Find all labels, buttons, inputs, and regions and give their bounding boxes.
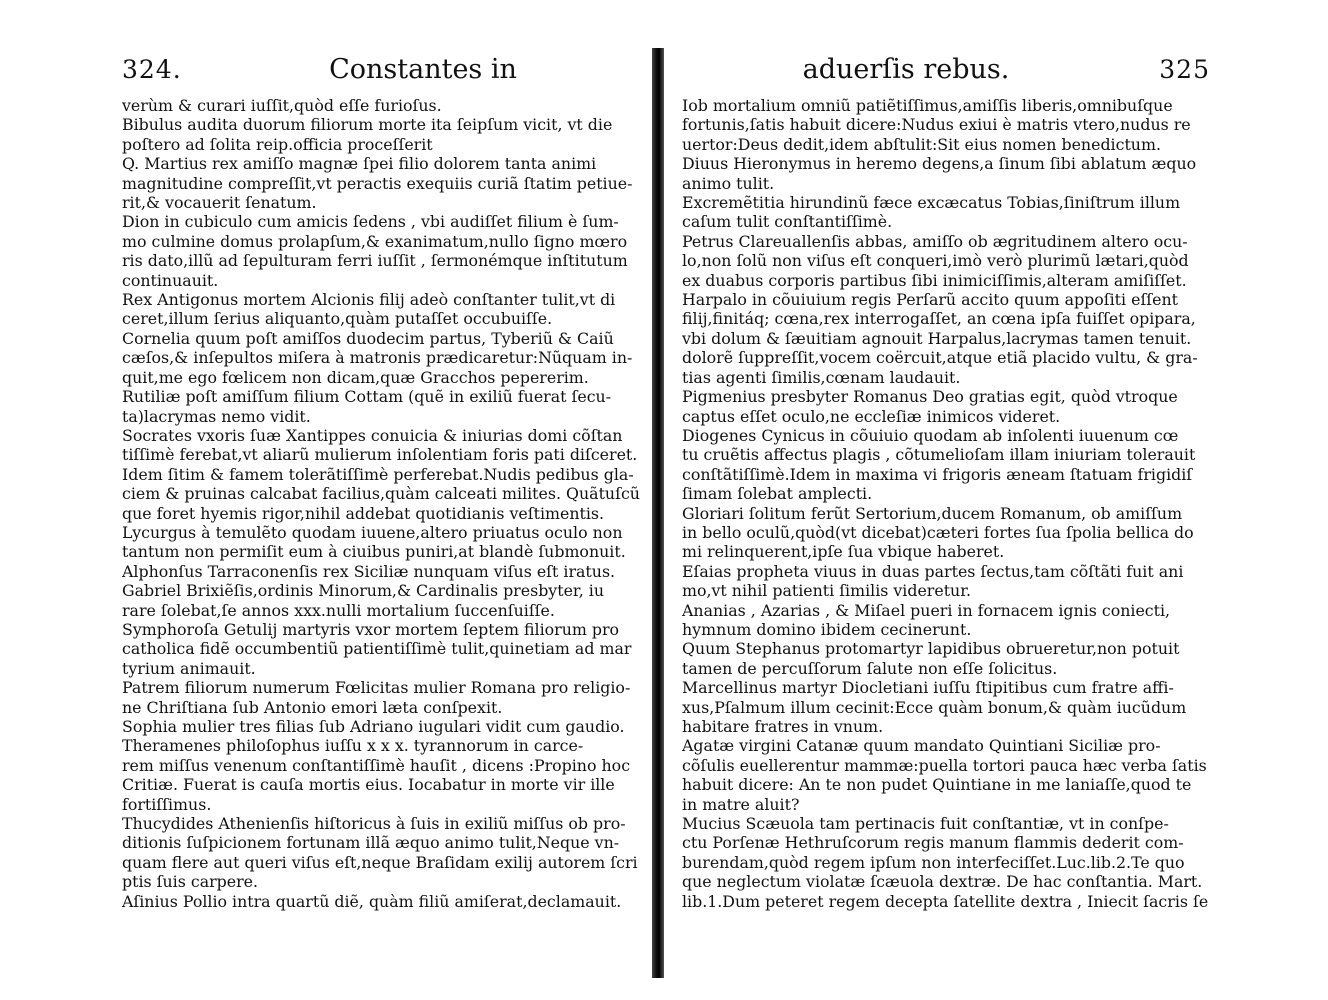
text-line: verùm & curari iuſſit,quòd eſſe furioſus. (122, 96, 442, 115)
text-line: ex duabus corporis partibus ſibi inimiciſſimis,alteram amiſiſſet. (682, 270, 1187, 290)
text-line: que foret hyemis rigor,nihil addebat quotidianis veſtimentis. (122, 503, 605, 523)
text-line: filij,finitáq; cœna,rex interrogaſſet, an cœna ipſa fuiſſet opipara, (682, 309, 1196, 329)
text-line: Dion in cubiculo cum amicis ſedens , vbi audiſſet filium è ſum- (122, 212, 619, 232)
text-line: continuauit. (122, 270, 219, 290)
text-line: conſtãtiſſimè.Idem in maxima vi frigoris æneam ſtatuam frigidiſ (682, 464, 1193, 484)
text-line: mo,vt nihil patienti ſimilis videretur. (682, 581, 972, 601)
left-page-header (122, 52, 644, 92)
text-line: ne Chriſtiana ſub Antonio emori læta conſpexit. (122, 697, 503, 717)
text-line: in matre aluit? (682, 794, 800, 814)
text-line: tu cruẽtis affectus plagis , cõtumelioſam illam iniuriam tolerauit (682, 445, 1196, 465)
text-line: habuit dicere: An te non pudet Quintiane in me laniaſſe,quod te (682, 775, 1192, 795)
running-title: Constantes in (329, 54, 517, 85)
text-line: animo tulit. (682, 173, 775, 193)
text-line: fortiſſimus. (122, 794, 212, 814)
text-line: Critiæ. Fuerat is cauſa mortis eius. Iocabatur in morte vir ille (122, 775, 615, 795)
text-line: rit,& vocauerit ſenatum. (122, 193, 317, 213)
text-line: tamen de percuſſorum ſalute non eſſe ſolicitus. (682, 658, 1058, 678)
text-line: quam flere aut queri viſus eſt,neque Braſidam exilij autorem ſcri (122, 852, 638, 872)
text-line: lib.1.Dum peteret regem decepta ſatellite dextra , Iniecit ſacris ſe (682, 891, 1209, 911)
text-line: Quum Stephanus protomartyr lapidibus obrueretur,non potuit (682, 639, 1180, 659)
text-line: Iob mortalium omniũ patiẽtiſſimus,amiſſis liberis,omnibuſque (682, 96, 1173, 115)
text-line: Thucydides Athenienſis hiſtoricus à ſuis in exiliũ miſſus ob pro- (122, 814, 626, 834)
text-line: dolorẽ ſuppreſſit,vocem coërcuit,atque etiã placido vultu, & gra- (682, 348, 1198, 368)
text-line: ptis ſuis carpere. (122, 872, 259, 892)
text-line: Symphoroſa Getulij martyris vxor mortem ſeptem filiorum pro (122, 619, 620, 639)
text-line: Alphonſus Tarraconenſis rex Siciliæ nunquam viſus eſt iratus. (122, 561, 616, 581)
text-line: ris dato,illũ ad ſepulturam ferri iuſſit , ſermonémque inſtitutum (122, 251, 628, 271)
running-title: aduerſis rebus. (802, 54, 1010, 85)
text-line: Gloriari ſolitum ferũt Sertorium,ducem Romanum, ob amiſſum (682, 503, 1183, 523)
text-line: rare ſolebat,ſe annos xxx.nulli mortalium ſuccenſuiſſe. (122, 600, 555, 620)
left-page-text (122, 96, 644, 911)
text-line: Rex Antigonus mortem Alcionis filij adeò conſtanter tulit,vt di (122, 290, 616, 310)
text-line: xus,Pſalmum illum cecinit:Ecce quàm bonum,& quàm iucũdum (682, 697, 1187, 717)
text-line: ctu Porſenæ Hethruſcorum regis manum flammis dederit com- (682, 833, 1184, 853)
text-line: uertor:Deus dedit,idem abſtulit:Sit eius nomen benedictum. (682, 134, 1161, 154)
text-line: cõſulis euellerentur mammæ:puella tortori pauca hæc verba ſatis (682, 755, 1207, 775)
text-line: Excremẽtitia hirundinũ fæce excæcatus Tobias,ſiniſtrum illum (682, 193, 1181, 213)
text-line: ditionis ſuſpicionem fortunam illã æquo animo tulit,Neque vn- (122, 833, 620, 853)
text-line: Lycurgus à temulẽto quodam iuuene,altero priuatus oculo non (122, 522, 623, 542)
text-line: quit,me ego fœlicem non dicam,quæ Gracchos pepererim. (122, 367, 589, 387)
text-line: Socrates vxoris ſuæ Xantippes conuicia & iniurias domi cõſtan (122, 425, 623, 445)
text-line: ceret,illum ſerius aliquanto,quàm putaſſet occubuiſſe. (122, 309, 553, 329)
text-line: magnitudine compreſſit,vt peractis exequiis curiã ſtatim petiue- (122, 173, 633, 193)
text-line: Theramenes philoſophus iuſſu x x x. tyrannorum in carce- (122, 736, 584, 756)
text-line: Mucius Scæuola tam pertinacis fuit conſtantiæ, vt in conſpe- (682, 814, 1169, 834)
text-line: Sophia mulier tres filias ſub Adriano iugulari vidit cum gaudio. (122, 717, 625, 736)
text-line: tantum non permiſit eum à ciuibus puniri,at blandè ſubmonuit. (122, 542, 626, 562)
text-line: mo culmine domus prolapſum,& exanimatum,nullo ſigno mœro (122, 231, 628, 251)
text-line: Patrem filiorum numerum Fœlicitas mulier Romana pro religio- (122, 678, 631, 698)
text-line: caſum tulit conſtantiſſimè. (682, 212, 893, 232)
text-line: rem miſſus venenum conſtantiſſimè hauſit , dicens :Propino hoc (122, 755, 631, 775)
text-line: lo,non ſolũ non viſus eſt conqueri,imò verò plurimũ lætari,quòd (682, 251, 1189, 271)
text-line: habitare fratres in vnum. (682, 717, 884, 736)
text-line: mi relinquerent,ipſe ſua vbique haberet. (682, 542, 1005, 562)
text-line: Marcellinus martyr Diocletiani iuſſu ſtipitibus cum fratre affi- (682, 678, 1174, 698)
text-line: Ananias , Azarias , & Miſael pueri in fornacem ignis coniecti, (682, 600, 1171, 620)
text-line: Diogenes Cynicus in cõuiuio quodam ab inſolenti iuuenum cœ (682, 425, 1179, 445)
right-page (668, 0, 1328, 1000)
text-line: captus eſſet oculo,ne eccleſiæ inimicos videret. (682, 406, 1061, 426)
text-line: burendam,quòd regem ipſum non interfeciſſet.Luc.lib.2.Te quo (682, 852, 1185, 872)
text-line: Diuus Hieronymus in heremo degens,a ſinum ſibi ablatum æquo (682, 154, 1197, 174)
page-number: 324. (122, 55, 182, 84)
text-line: Eſaias propheta viuus in duas partes ſectus,tam cõſtãti fuit ani (682, 561, 1184, 581)
right-page-text (682, 96, 1210, 911)
text-line: Gabriel Brixiẽſis,ordinis Minorum,& Cardinalis presbyter, iu (122, 581, 605, 601)
page-number: 325 (1159, 55, 1210, 84)
text-line: fortunis,ſatis habuit dicere:Nudus exiui è matris vtero,nudus re (682, 115, 1191, 135)
text-line: catholica fidẽ occumbentiũ patientiſſimè tulit,quinetiam ad mar (122, 639, 632, 659)
text-line: ciem & pruinas calcabat facilius,quàm calceati milites. Quãtuſcũ (122, 484, 640, 504)
text-line: tiſſimè ferebat,vt aliarũ mulierum inſolentiam foris pati diſceret. (122, 445, 638, 465)
text-line: Rutiliæ poſt amiſſum filium Cottam (quẽ in exiliũ fuerat ſecu- (122, 387, 612, 407)
text-line: que neglectum violatæ ſcæuola dextræ. De hac conſtantia. Mart. (682, 872, 1203, 892)
text-line: vbi dolum & ſæuitiam agnouit Harpalus,lacrymas tamen tenuit. (682, 328, 1192, 348)
text-line: Agatæ virgini Catanæ quum mandato Quintiani Siciliæ pro- (682, 736, 1161, 756)
text-line: Idem ſitim & famem tolerãtiſſimè perferebat.Nudis pedibus gla- (122, 464, 634, 484)
text-line: Harpalo in cõuiuium regis Perſarũ accito quum appoſiti eſſent (682, 290, 1179, 310)
text-line: Q. Martius rex amiſſo magnæ ſpei filio dolorem tanta animi (122, 154, 597, 174)
left-page (0, 0, 650, 1000)
book-gutter (652, 48, 664, 978)
text-line: ta)lacrymas nemo vidit. (122, 406, 311, 426)
text-line: Petrus Clareuallenſis abbas, amiſſo ob ægritudinem altero ocu- (682, 231, 1188, 251)
text-line: hymnum domino ibidem cecinerunt. (682, 619, 972, 639)
text-line: cæſos,& inſepultos miſera à matronis prædicaretur:Nũquam in- (122, 348, 633, 368)
text-line: tyrium animauit. (122, 658, 256, 678)
text-line: poſtero ad ſolita reip.officia proceſſerit (122, 134, 433, 154)
text-line: ſimam ſolebat amplecti. (682, 484, 873, 504)
right-page-header (682, 52, 1210, 92)
text-line: tias agenti ſimilis,cœnam laudauit. (682, 367, 961, 387)
text-line: in bello oculũ,quòd(vt dicebat)cæteri fortes ſua ſpolia bellica do (682, 522, 1194, 542)
text-line: Cornelia quum poſt amiſſos duodecim partus, Tyberiũ & Caiũ (122, 328, 614, 348)
text-line: Aſinius Pollio intra quartũ diẽ, quàm filiũ amiſerat,declamauit. (122, 891, 622, 911)
text-line: Bibulus audita duorum filiorum morte ita ſeipſum vicit, vt die (122, 115, 613, 135)
text-line: Pigmenius presbyter Romanus Deo gratias egit, quòd vtroque (682, 387, 1178, 407)
